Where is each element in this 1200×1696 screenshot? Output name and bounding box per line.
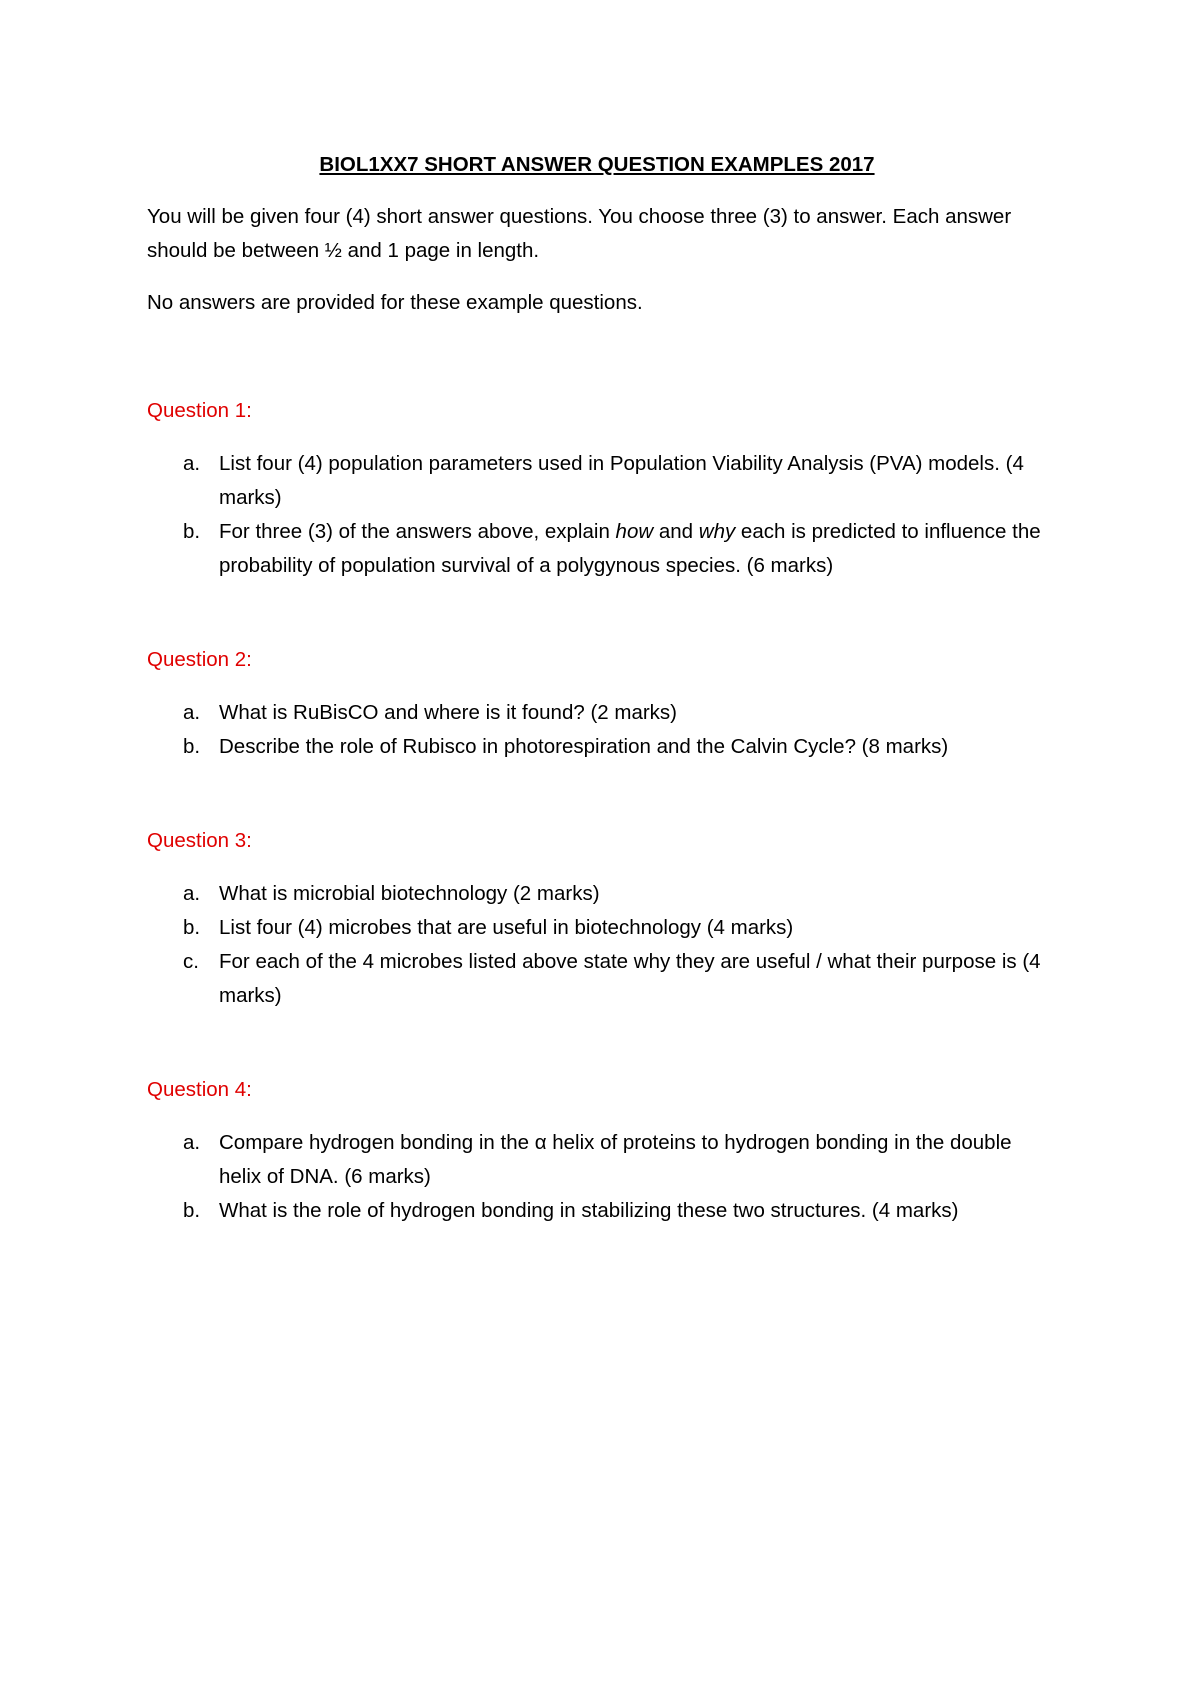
- question-part: [147, 515, 1047, 583]
- part-letter: a.: [183, 1131, 201, 1154]
- part-text: What is microbial biotechnology (2 marks): [219, 882, 600, 905]
- intro-paragraph: You will be given four (4) short answer questions. You choose three (3) to answer. Each answer should be between ½ and 1 page in length.: [147, 205, 1012, 262]
- question-part: [147, 447, 1047, 515]
- part-letter: b.: [183, 735, 201, 758]
- page-title: BIOL1XX7 SHORT ANSWER QUESTION EXAMPLES 2017: [319, 153, 875, 176]
- part-text-post: each is predicted to influence the probability of population survival of a polygynous species. (6 marks): [219, 520, 1041, 577]
- part-text: List four (4) population parameters used in Population Viability Analysis (PVA) models. (4 marks): [219, 452, 1024, 509]
- part-text-mid: and: [653, 520, 699, 543]
- question-part: [147, 1194, 1047, 1228]
- question-part: [147, 877, 1047, 911]
- part-letter: b.: [183, 1199, 201, 1222]
- part-text: What is RuBisCO and where is it found? (2 marks): [219, 701, 677, 724]
- part-letter: a.: [183, 452, 201, 475]
- question-part: [147, 730, 1047, 764]
- note-paragraph: No answers are provided for these example questions.: [147, 291, 643, 314]
- question-heading: Question 4:: [147, 1078, 252, 1101]
- part-text: For each of the 4 microbes listed above state why they are useful / what their purpose is (4 marks): [219, 950, 1041, 1007]
- question-heading: Question 3:: [147, 829, 252, 852]
- part-text: List four (4) microbes that are useful in biotechnology (4 marks): [219, 916, 794, 939]
- part-text: What is the role of hydrogen bonding in stabilizing these two structures. (4 marks): [219, 1199, 959, 1222]
- question-3: [147, 824, 1047, 1013]
- part-text: [219, 520, 1041, 577]
- part-letter: b.: [183, 520, 201, 543]
- question-heading: Question 2:: [147, 648, 252, 671]
- question-2: [147, 643, 1047, 764]
- part-letter: a.: [183, 882, 201, 905]
- part-text-emphasis-why: why: [698, 520, 736, 543]
- question-part: [147, 1126, 1047, 1194]
- part-text-emphasis-how: how: [615, 520, 654, 543]
- document-content: [147, 148, 1047, 1228]
- part-letter: a.: [183, 701, 201, 724]
- question-parts: [147, 877, 1047, 1013]
- part-letter: b.: [183, 916, 201, 939]
- question-parts: [147, 696, 1047, 764]
- part-text: Describe the role of Rubisco in photorespiration and the Calvin Cycle? (8 marks): [219, 735, 949, 758]
- part-letter: c.: [183, 950, 199, 973]
- question-1: [147, 394, 1047, 583]
- question-part: [147, 911, 1047, 945]
- question-part: [147, 696, 1047, 730]
- question-parts: [147, 1126, 1047, 1228]
- question-parts: [147, 447, 1047, 583]
- question-4: [147, 1073, 1047, 1228]
- question-part: [147, 945, 1047, 1013]
- part-text: Compare hydrogen bonding in the α helix of proteins to hydrogen bonding in the double helix of DNA. (6 marks): [219, 1131, 1012, 1188]
- part-text-pre: For three (3) of the answers above, explain: [219, 520, 616, 543]
- question-heading: Question 1:: [147, 399, 252, 422]
